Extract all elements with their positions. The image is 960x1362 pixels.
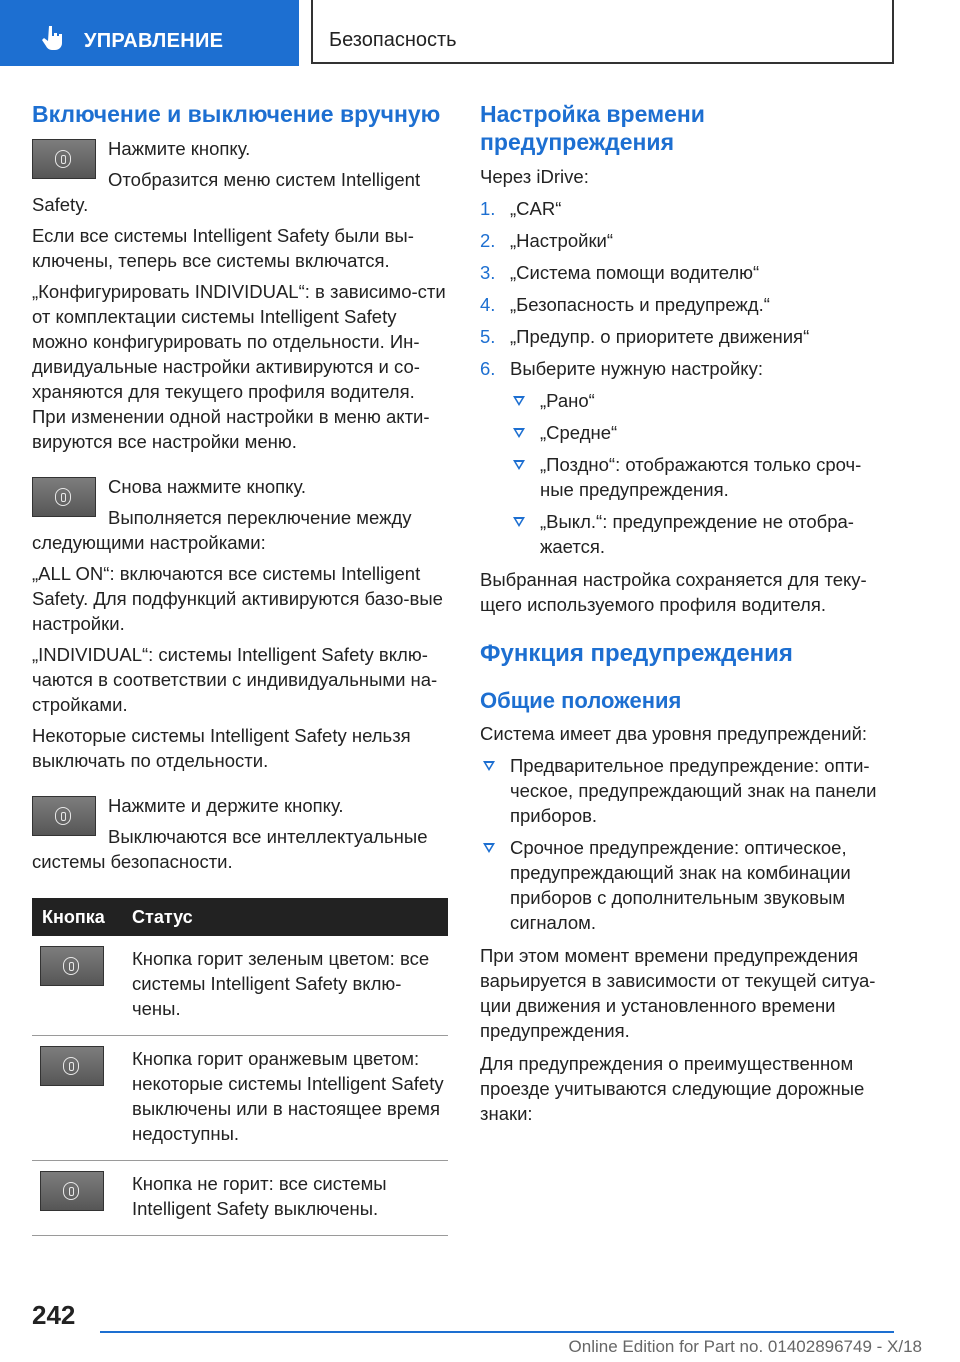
step-press-button [32, 136, 448, 217]
edition-note: Online Edition for Part no. 01402896749 - X/18 [568, 1337, 922, 1356]
triangle-bullet-icon [513, 517, 525, 527]
chapter-tab [0, 0, 299, 66]
list-item [510, 388, 890, 413]
list-item [480, 260, 890, 285]
step-text: „Безопасность и предупрежд.“ [510, 294, 770, 315]
paragraph: „INDIVIDUAL“: системы Intelligent Safety вклю-чаются в соответствии с индивидуальными на-стройками. [32, 644, 438, 715]
triangle-bullet-icon [483, 843, 495, 853]
safety-button-icon [40, 946, 104, 986]
paragraph: При этом момент времени предупреждения варьируется в зависимости от текущей ситуа-ции движения и установленного времени предупреждения. [480, 945, 876, 1041]
step-action: Нажмите кнопку. [108, 138, 251, 159]
list-item [480, 835, 890, 935]
heading-manual-toggle: Включение и выключение вручную [32, 101, 441, 127]
step-text: „Предупр. о приоритете движения“ [510, 326, 810, 347]
safety-button-icon [32, 139, 96, 179]
step-number: 5. [480, 326, 496, 347]
level-text: Срочное предупреждение: оптическое, предупреждающий знак на комбинации приборов с дополнительным звуковым сигналом. [510, 837, 851, 933]
paragraph: Для предупреждения о преимущественном проезде учитываются следующие дорожные знаки: [480, 1053, 865, 1124]
table-row [32, 1036, 448, 1161]
list-item [480, 228, 890, 253]
table-row [32, 1161, 448, 1236]
table-row [32, 936, 448, 1036]
step-text: „Настройки“ [510, 230, 614, 251]
triangle-bullet-icon [513, 428, 525, 438]
level-text: Предварительное предупреждение: опти-ческое, предупреждающий знак на панели приборов. [510, 755, 877, 826]
section-title: Безопасность [329, 29, 457, 51]
step-number: 2. [480, 230, 496, 251]
section-header [311, 0, 894, 64]
option-text: „Поздно“: отображаются только сроч-ные предупреждения. [540, 454, 862, 500]
step-text: „CAR“ [510, 198, 562, 219]
idrive-steps [480, 196, 890, 559]
status-cell: Кнопка горит оранжевым цветом: некоторые системы Intelligent Safety выключены или в настоящее время недоступны. [132, 1036, 448, 1161]
list-item [510, 420, 890, 445]
status-table [32, 898, 448, 1236]
column-header-button: Кнопка [32, 898, 132, 936]
list-item [510, 509, 890, 559]
paragraph: „Конфигурировать INDIVIDUAL“: в зависимо-сти от комплектации системы Intelligent Safety можно конфигурировать по отдельности. Ин-дивидуальные настройки активируются и со-храняются для текущего профиля водителя. При изменении одной настройки в меню акти-вируются все настройки меню. [32, 281, 446, 452]
step-action: Снова нажмите кнопку. [108, 476, 306, 497]
list-item [510, 452, 890, 502]
step-text: „Система помощи водителю“ [510, 262, 760, 283]
list-item [480, 753, 890, 828]
list-item [480, 292, 890, 317]
list-item [480, 196, 890, 221]
triangle-bullet-icon [513, 396, 525, 406]
triangle-bullet-icon [483, 761, 495, 771]
chapter-label: УПРАВЛЕНИЕ [84, 30, 224, 52]
footer-divider [100, 1331, 894, 1333]
paragraph: Некоторые системы Intelligent Safety нельзя выключать по отдельности. [32, 725, 411, 771]
heading-warning-time: Настройка времени предупреждения [480, 101, 705, 155]
right-column [480, 100, 890, 1126]
step-press-hold [32, 793, 448, 874]
step-press-again [32, 474, 448, 555]
safety-button-icon [32, 796, 96, 836]
left-column [32, 100, 448, 1236]
page-number: 242 [32, 1300, 76, 1330]
option-text: „Рано“ [540, 390, 595, 411]
step-result: Отобразится меню систем Intelligent Safety. [32, 169, 421, 215]
step-number: 1. [480, 198, 496, 219]
step-action: Нажмите и держите кнопку. [108, 795, 344, 816]
step-number: 4. [480, 294, 496, 315]
intro-text: Через iDrive: [480, 166, 589, 187]
option-text: „Выкл.“: предупреждение не отобра-жается. [540, 511, 854, 557]
status-cell: Кнопка не горит: все системы Intelligent Safety выключены. [132, 1161, 448, 1236]
paragraph: Если все системы Intelligent Safety были вы-ключены, теперь все системы включатся. [32, 225, 414, 271]
column-header-status: Статус [132, 898, 448, 936]
heading-warning-function: Функция предупреждения [480, 640, 793, 667]
step-result: Выключаются все интеллектуальные системы безопасности. [32, 826, 428, 872]
option-text: „Средне“ [540, 422, 618, 443]
step-result: Выполняется переключение между следующими настройками: [32, 507, 412, 553]
heading-general: Общие положения [480, 688, 682, 713]
step-number: 3. [480, 262, 496, 283]
hand-pointer-icon [40, 24, 64, 52]
step-text: Выберите нужную настройку: [510, 358, 763, 379]
safety-button-icon [40, 1171, 104, 1211]
safety-button-icon [32, 477, 96, 517]
triangle-bullet-icon [513, 460, 525, 470]
paragraph: Выбранная настройка сохраняется для теку-щего используемого профиля водителя. [480, 569, 867, 615]
list-item [480, 356, 890, 381]
paragraph: „ALL ON“: включаются все системы Intelligent Safety. Для подфункций активируются базо-вые настройки. [32, 563, 443, 634]
safety-button-icon [40, 1046, 104, 1086]
paragraph: Система имеет два уровня предупреждений: [480, 723, 868, 744]
step-number: 6. [480, 358, 496, 379]
status-cell: Кнопка горит зеленым цветом: все системы Intelligent Safety вклю-чены. [132, 936, 448, 1036]
list-item [480, 324, 890, 349]
